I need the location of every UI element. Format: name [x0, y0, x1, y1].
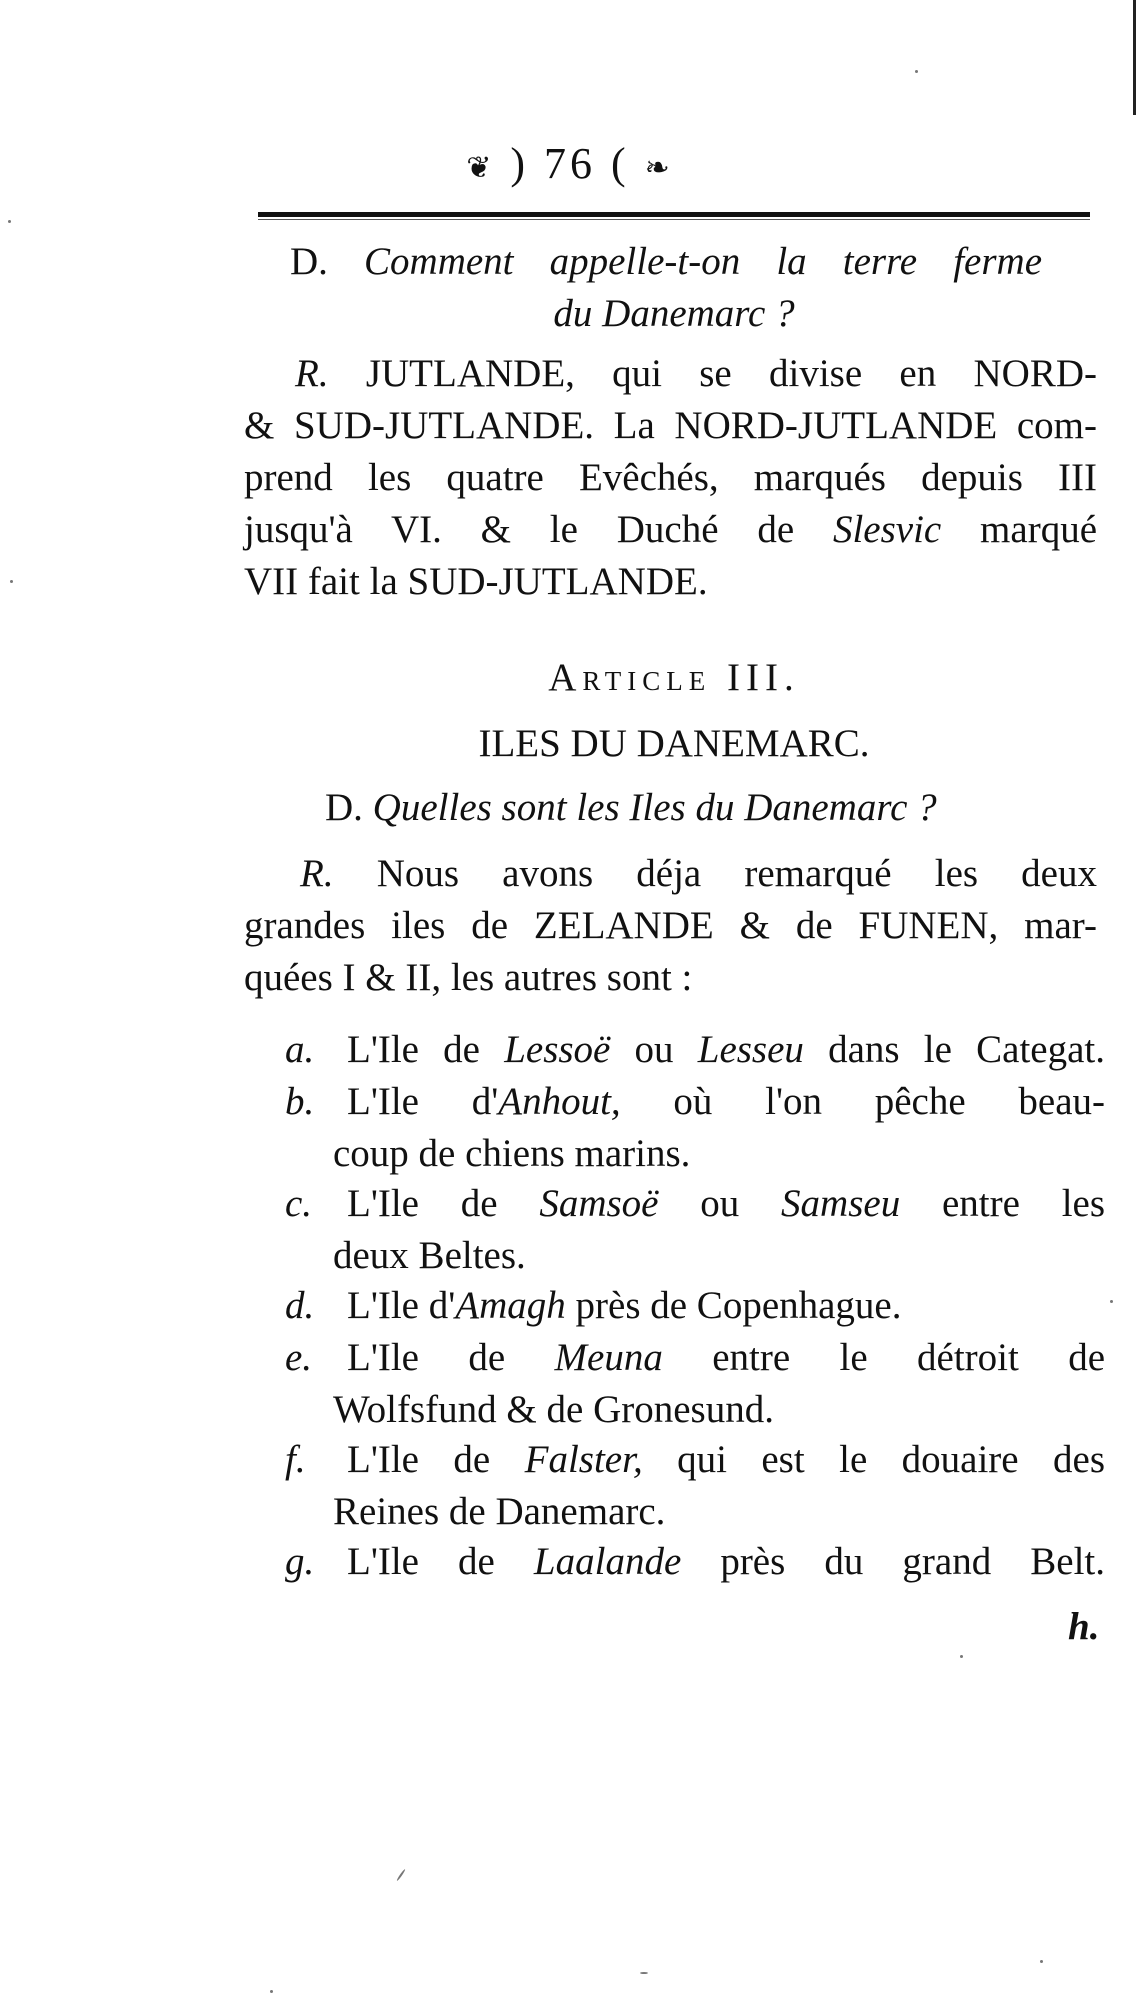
list-item-text: ou: [610, 1028, 698, 1071]
answer-text: marqué: [941, 508, 1097, 551]
island-name: Lesseu: [697, 1028, 804, 1071]
list-item-text: entre les: [900, 1182, 1106, 1225]
answer-text: VII fait la SUD-JUTLANDE.: [244, 560, 708, 603]
list-item-text: où l'on pêche beau-: [620, 1080, 1105, 1123]
list-item-text: près de Copenhague.: [565, 1284, 902, 1327]
list-item-text: ou: [658, 1182, 782, 1225]
answer-text: Nous avons déja remarqué les deux: [376, 852, 1097, 895]
article-subheading-text: ILES DU DANEMARC.: [478, 722, 870, 765]
question-2: [325, 782, 1085, 834]
question-1-line-2: [258, 288, 1090, 340]
list-item-text: près du grand Belt.: [681, 1540, 1106, 1583]
list-item-text: L'Ile de: [347, 1438, 525, 1481]
list-item-text: L'Ile d': [347, 1284, 456, 1327]
list-item-text: L'Ile de: [347, 1336, 555, 1379]
island-name: Lessoë: [504, 1028, 611, 1071]
article-heading: [258, 652, 1090, 704]
question-label: D.: [290, 240, 328, 283]
answer-label: R.: [295, 352, 329, 395]
list-item-line: [285, 1024, 1105, 1076]
list-item-text: dans le Categat.: [803, 1028, 1106, 1071]
catchword: h.: [1068, 1605, 1100, 1648]
list-item-letter: f.: [285, 1438, 306, 1481]
list-item-line-2: Reines de Danemarc.: [333, 1490, 666, 1533]
answer-2-line-1: [300, 848, 1097, 900]
page-number: ) 76 (: [510, 139, 630, 188]
list-item-letter: d.: [285, 1284, 315, 1327]
article-heading-text: Article III.: [548, 656, 800, 699]
list-item-letter: c.: [285, 1182, 313, 1225]
answer-text: JUTLANDE, qui se divise en NORD-: [365, 352, 1097, 395]
answer-text: prend les quatre Evêchés, marqués depuis III: [244, 456, 1097, 499]
answer-text: jusqu'à VI. & le Duché de: [244, 508, 833, 551]
answer-1-line-1: [295, 348, 1097, 400]
list-item-text: L'Ile de: [347, 1540, 534, 1583]
island-name: Samsoë: [539, 1182, 659, 1225]
island-name: Laalande: [533, 1540, 682, 1583]
answer-text: quées I & II, les autres sont :: [244, 956, 693, 999]
answer-1-line-3: [244, 452, 1097, 504]
question-text: Comment appelle-t-on la terre ferme: [364, 240, 1043, 283]
page-header: [0, 138, 1140, 189]
list-item-letter: e.: [285, 1336, 313, 1379]
list-item-text: L'Ile d': [347, 1080, 499, 1123]
list-item-line: [285, 1332, 1105, 1384]
island-name: Amagh: [455, 1284, 566, 1327]
question-label: D.: [325, 786, 363, 829]
list-item: [285, 1434, 1105, 1538]
answer-1-line-5: [244, 556, 1097, 608]
list-item-line-2: deux Beltes.: [333, 1234, 526, 1277]
list-item: [285, 1178, 1105, 1282]
list-item: [285, 1280, 1105, 1332]
list-item-text: qui est le douaire des: [642, 1438, 1106, 1481]
answer-1-line-4: [244, 504, 1097, 556]
left-ornament-icon: ❦: [466, 151, 496, 185]
list-item-line: [285, 1536, 1105, 1588]
article-subheading: [258, 718, 1090, 770]
answer-label: R.: [300, 852, 334, 895]
island-name: Samseu: [781, 1182, 901, 1225]
list-item: [285, 1536, 1105, 1588]
list-item-line: [285, 1434, 1105, 1486]
list-item-letter: b.: [285, 1080, 315, 1123]
answer-text: grandes iles de ZELANDE & de FUNEN, mar-: [244, 904, 1097, 947]
list-item: [285, 1024, 1105, 1076]
list-item-line-2: coup de chiens marins.: [333, 1132, 691, 1175]
list-item-text: L'Ile de: [347, 1028, 505, 1071]
question-1-line-1: [290, 236, 1042, 288]
list-item-text: entre le détroit de: [662, 1336, 1106, 1379]
answer-2-line-3: [244, 952, 1097, 1004]
list-item-line: [285, 1280, 1105, 1332]
answer-text: & SUD-JUTLANDE. La NORD-JUTLANDE com-: [244, 404, 1097, 447]
list-item-text: L'Ile de: [347, 1182, 540, 1225]
list-item-letter: g.: [285, 1540, 315, 1583]
answer-1-line-2: [244, 400, 1097, 452]
list-item-line-2: Wolfsfund & de Gronesund.: [333, 1388, 774, 1431]
page-edge-line: [1133, 0, 1136, 115]
question-text-cont: du Danemarc ?: [553, 292, 795, 335]
list-item-line: [285, 1178, 1105, 1230]
place-name: Slesvic: [832, 508, 942, 551]
island-name: Meuna: [554, 1336, 663, 1379]
island-name: Falster,: [524, 1438, 643, 1481]
list-item-letter: a.: [285, 1028, 315, 1071]
island-name: Anhout,: [498, 1080, 621, 1123]
question-text: Quelles sont les Iles du Danemarc ?: [372, 786, 937, 829]
header-rule: [258, 212, 1090, 220]
list-item: [285, 1076, 1105, 1180]
answer-2-line-2: [244, 900, 1097, 952]
list-item: [285, 1332, 1105, 1436]
right-ornament-icon: ❧: [644, 151, 674, 185]
list-item-line: [285, 1076, 1105, 1128]
